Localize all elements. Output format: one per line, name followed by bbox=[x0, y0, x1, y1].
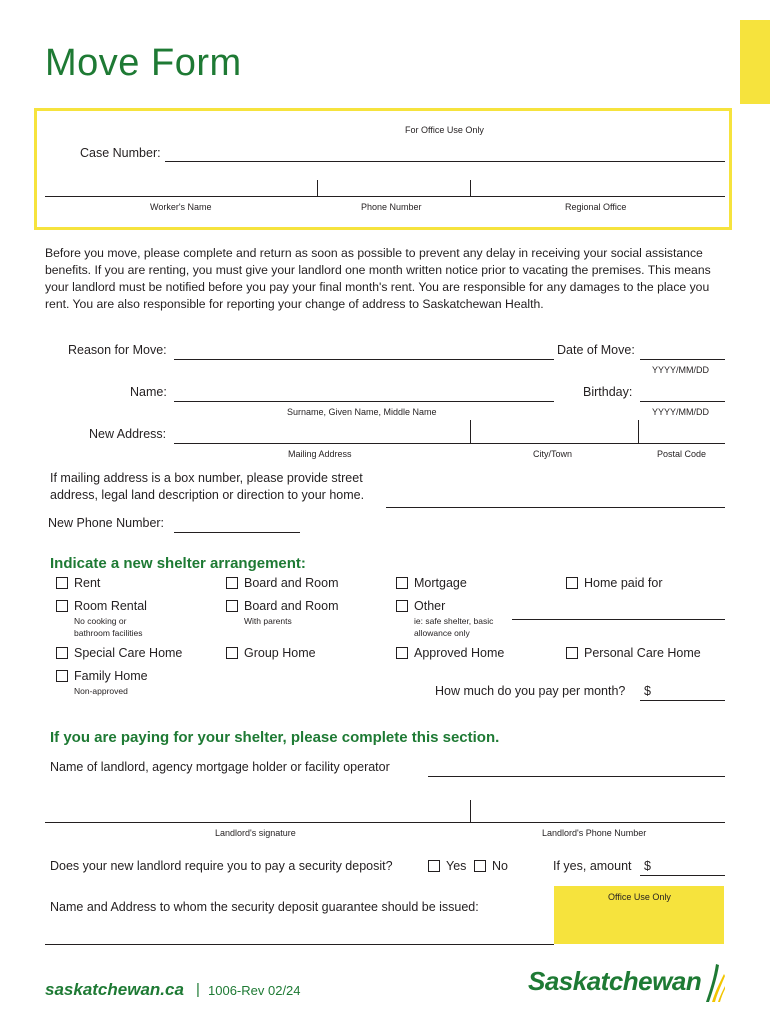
deposit-guarantee-field[interactable] bbox=[45, 944, 554, 945]
new-address-label: New Address: bbox=[89, 427, 167, 441]
room-rental-label: Room Rental bbox=[74, 599, 147, 613]
postal-code-label: Postal Code bbox=[657, 449, 707, 459]
deposit-guarantee-label: Name and Address to whom the security deposit guarantee should be issued: bbox=[50, 900, 479, 914]
board-room-checkbox[interactable] bbox=[226, 577, 238, 589]
home-paid-label: Home paid for bbox=[584, 576, 663, 590]
date-of-move-field[interactable] bbox=[640, 359, 725, 360]
monthly-payment-field[interactable] bbox=[640, 700, 725, 701]
family-home-sub: Non-approved bbox=[74, 686, 128, 696]
case-number-field[interactable] bbox=[165, 161, 725, 162]
name-label: Name: bbox=[130, 385, 167, 399]
regional-office-label: Regional Office bbox=[565, 202, 627, 212]
mortgage-label: Mortgage bbox=[414, 576, 467, 590]
workers-name-field[interactable] bbox=[45, 180, 317, 196]
office-use-only-label: Office Use Only bbox=[608, 892, 671, 902]
workers-name-label: Worker's Name bbox=[150, 202, 212, 212]
city-town-label: City/Town bbox=[533, 449, 573, 459]
name-field[interactable] bbox=[174, 401, 554, 402]
phone-number-label: Phone Number bbox=[361, 202, 422, 212]
city-town-field[interactable] bbox=[471, 425, 638, 443]
landlord-phone-label: Landlord's Phone Number bbox=[542, 828, 647, 838]
room-rental-sub1: No cooking or bbox=[74, 616, 127, 626]
new-phone-field[interactable] bbox=[174, 532, 300, 533]
footer-website-link[interactable]: saskatchewan.ca bbox=[45, 980, 184, 999]
board-room-parents-checkbox[interactable] bbox=[226, 600, 238, 612]
approved-home-checkbox[interactable] bbox=[396, 647, 408, 659]
how-much-dollar: $ bbox=[644, 684, 651, 698]
other-sub1: ie: safe shelter, basic bbox=[414, 616, 494, 626]
mailing-address-label: Mailing Address bbox=[288, 449, 352, 459]
saskatchewan-logo: Saskatchewan bbox=[528, 966, 702, 996]
birthday-label: Birthday: bbox=[583, 385, 633, 399]
how-much-label: How much do you pay per month? bbox=[435, 684, 626, 698]
landlord-signature-label: Landlord's signature bbox=[215, 828, 296, 838]
postal-code-field[interactable] bbox=[639, 425, 725, 443]
mailing-address-field[interactable] bbox=[174, 425, 470, 443]
birthday-format: YYYY/MM/DD bbox=[652, 407, 710, 417]
room-rental-sub2: bathroom facilities bbox=[74, 628, 143, 638]
box-note-line2: address, legal land description or direction to your home. bbox=[50, 488, 365, 502]
family-home-checkbox[interactable] bbox=[56, 670, 68, 682]
other-sub2: allowance only bbox=[414, 628, 470, 638]
case-number-label: Case Number: bbox=[80, 146, 161, 160]
deposit-dollar: $ bbox=[644, 859, 651, 873]
yellow-tab-decoration bbox=[740, 20, 770, 104]
board-room-parents-sub: With parents bbox=[244, 616, 292, 626]
personal-care-checkbox[interactable] bbox=[566, 647, 578, 659]
board-room-label: Board and Room bbox=[244, 576, 339, 590]
deposit-no-label: No bbox=[492, 859, 508, 873]
landlord-name-label: Name of landlord, agency mortgage holder or facility operator bbox=[50, 760, 390, 774]
paying-heading: If you are paying for your shelter, please complete this section. bbox=[50, 729, 500, 746]
landlord-signature-line bbox=[45, 822, 725, 823]
wheat-logo-icon bbox=[702, 960, 726, 1004]
intro-paragraph: Before you move, please complete and return as soon as possible to prevent any delay in receiving your social assistance benefits. If you are renting, you must give your landlord one month written notice prior to vacating the premises. This means your landlord must be notified before you pay your final month's rent. You are responsible for any damages to the place you rent. You are also responsible for reporting your change of address to Saskatchewan Health. bbox=[45, 246, 711, 311]
date-of-move-format: YYYY/MM/DD bbox=[652, 365, 710, 375]
group-home-checkbox[interactable] bbox=[226, 647, 238, 659]
room-rental-checkbox[interactable] bbox=[56, 600, 68, 612]
landlord-signature-field[interactable] bbox=[45, 800, 470, 822]
deposit-question: Does your new landlord require you to pay a security deposit? bbox=[50, 859, 393, 873]
reason-for-move-label: Reason for Move: bbox=[68, 343, 167, 357]
special-care-checkbox[interactable] bbox=[56, 647, 68, 659]
group-home-label: Group Home bbox=[244, 646, 316, 660]
new-address-line bbox=[174, 443, 725, 444]
footer-revision: 1006-Rev 02/24 bbox=[208, 983, 301, 998]
home-paid-checkbox[interactable] bbox=[566, 577, 578, 589]
shelter-heading: Indicate a new shelter arrangement: bbox=[50, 555, 306, 572]
approved-home-label: Approved Home bbox=[414, 646, 505, 660]
mortgage-checkbox[interactable] bbox=[396, 577, 408, 589]
landlord-name-field[interactable] bbox=[428, 776, 725, 777]
deposit-yes-checkbox[interactable] bbox=[428, 860, 440, 872]
other-label: Other bbox=[414, 599, 446, 613]
office-use-heading: For Office Use Only bbox=[405, 125, 484, 135]
page-title: Move Form bbox=[45, 42, 242, 84]
new-phone-label: New Phone Number: bbox=[48, 516, 165, 530]
footer-separator: | bbox=[196, 981, 200, 998]
deposit-yes-label: Yes bbox=[446, 859, 467, 873]
deposit-no-checkbox[interactable] bbox=[474, 860, 486, 872]
street-address-field[interactable] bbox=[386, 507, 725, 508]
special-care-label: Special Care Home bbox=[74, 646, 183, 660]
office-info-line bbox=[45, 196, 725, 197]
rent-checkbox[interactable] bbox=[56, 577, 68, 589]
deposit-amount-field[interactable] bbox=[640, 875, 725, 876]
personal-care-label: Personal Care Home bbox=[584, 646, 701, 660]
regional-office-field[interactable] bbox=[471, 180, 725, 196]
date-of-move-label: Date of Move: bbox=[557, 343, 635, 357]
reason-for-move-field[interactable] bbox=[174, 359, 554, 360]
other-specify-field[interactable] bbox=[512, 619, 725, 620]
rent-label: Rent bbox=[74, 576, 101, 590]
phone-number-field[interactable] bbox=[318, 180, 470, 196]
board-room-parents-label: Board and Room bbox=[244, 599, 339, 613]
if-yes-amount-label: If yes, amount bbox=[553, 859, 632, 873]
family-home-label: Family Home bbox=[74, 669, 148, 683]
other-checkbox[interactable] bbox=[396, 600, 408, 612]
landlord-phone-field[interactable] bbox=[471, 800, 725, 822]
birthday-field[interactable] bbox=[640, 401, 725, 402]
box-note-line1: If mailing address is a box number, please provide street bbox=[50, 471, 363, 485]
name-hint: Surname, Given Name, Middle Name bbox=[287, 407, 437, 417]
